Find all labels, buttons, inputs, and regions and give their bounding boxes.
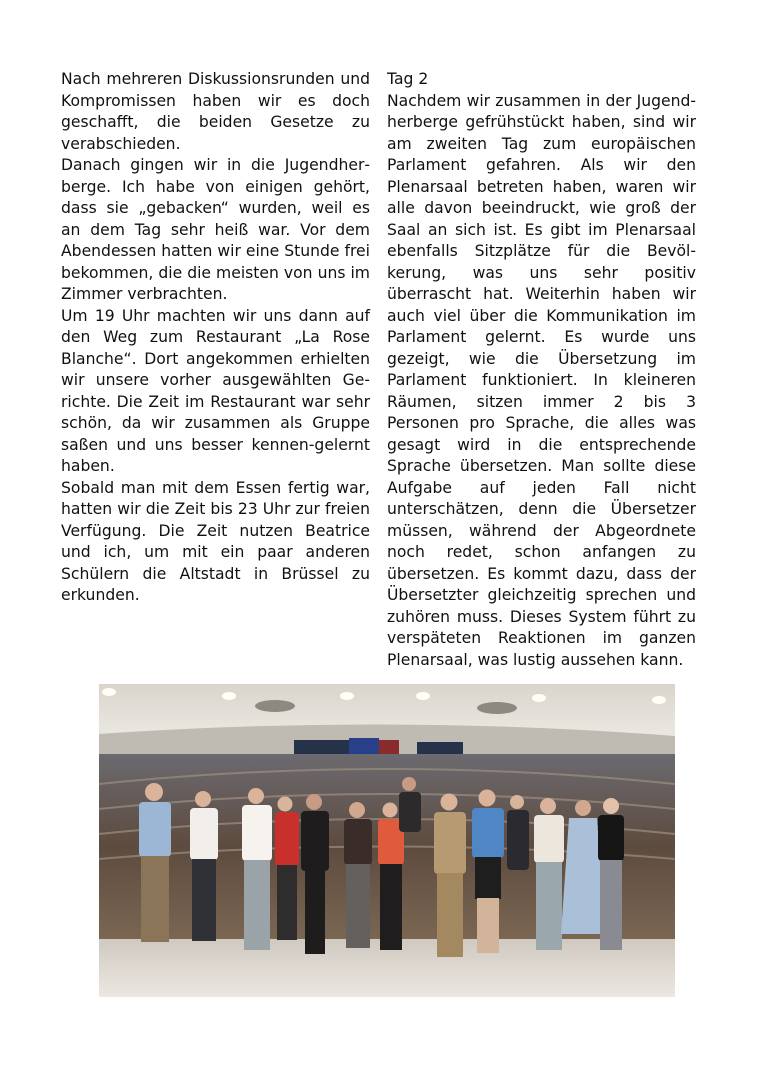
paragraph: Danach gingen wir in die Jugendherberge. Ich habe von einigen gehört, dass sie „gebacken“ wurden, weil es an dem Tag sehr heiß war. Vor dem Abendessen hatten wir eine Stunde frei bekommen, die die meisten von uns im Zimmer verbrachten. — [61, 156, 370, 303]
paragraph: Nachdem wir zusammen in der Jugendherberge gefrühstückt haben, sind wir am zweiten Tag zum europäischen Parlament gefahren. Als wir den Plenarsaal betreten haben, waren wir alle davon beeindruckt, wie groß der Saal an sich ist. Es gibt im Plenarsaal ebenfalls Sitzplätze für die Bevölkerung, was uns sehr positiv überrascht hat. Weiterhin haben wir auch viel über die Kommunikation im Parlament gelernt. Es wurde uns gezeigt, wie die Übersetzung im Parlament funktioniert. In kleineren Räumen, sitzen immer 2 bis 3 Personen pro Sprache, die alles was gesagt wird in die entsprechende Sprache übersetzen. Man sollte diese Aufgabe auf jeden Fall nicht unterschätzen, denn die Übersetzer müssen, während der Abgeordnete noch redet, schon anfangen zu übersetzen. Es kommt dazu, dass der Übersetzter gleichzeitig sprechen und zuhören muss. Dieses System führt zu verspäteten Reaktionen im ganzen Plenarsaal, was lustig aussehen kann. — [387, 91, 696, 669]
section-heading: Tag 2 — [387, 70, 429, 88]
right-text-column — [387, 69, 696, 671]
paragraph: Um 19 Uhr machten wir uns dann auf den Weg zum Restaurant „La Rose Blanche“. Dort angekommen erhielten wir unsere vorher ausgewählten Gerichte. Die Zeit im Restaurant war sehr schön, da wir zusammen als Gruppe saßen und uns besser kennen-gelernt haben. — [61, 306, 370, 475]
left-text-column — [61, 69, 370, 607]
group-photo-illustration — [99, 684, 675, 997]
group-photo — [99, 684, 675, 997]
paragraph: Sobald man mit dem Essen fertig war, hatten wir die Zeit bis 23 Uhr zur freien Verfügung. Die Zeit nutzen Beatrice und ich, um mit ein paar anderen Schülern die Altstadt in Brüssel zu erkunden. — [61, 478, 370, 604]
paragraph: Nach mehreren Diskussionsrunden und Kompromissen haben wir es doch geschafft, die beiden Gesetze zu verabschieden. — [61, 70, 370, 153]
